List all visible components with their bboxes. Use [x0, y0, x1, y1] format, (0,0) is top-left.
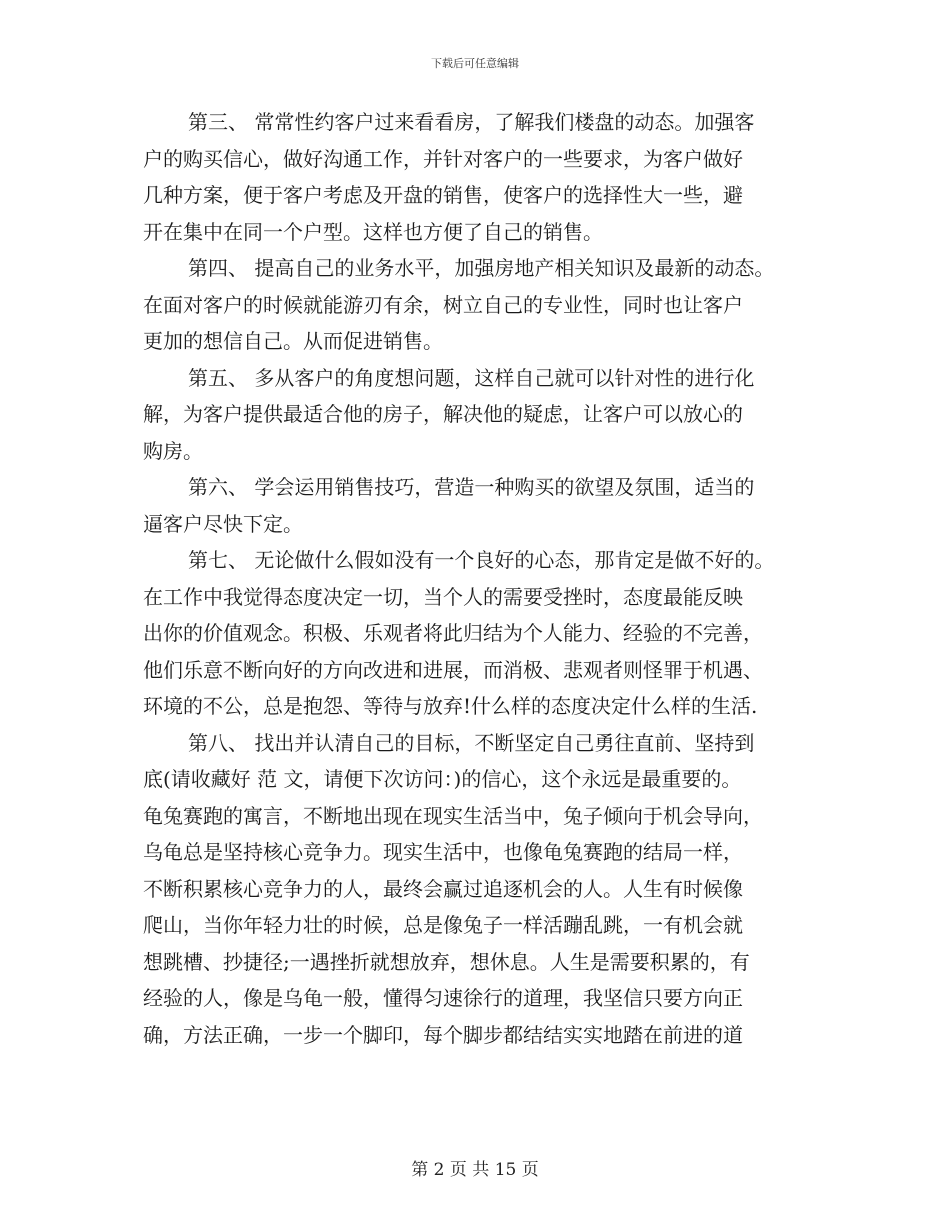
- paragraph-line: 第八、 找出并认清自己的目标，不断坚定自己勇往直前、坚持到: [188, 730, 755, 755]
- paragraph-line: 在工作中我觉得态度决定一切，当个人的需要受挫时，态度最能反映: [143, 584, 743, 609]
- page-header: 下载后可任意编辑: [431, 57, 519, 70]
- paragraph-line: 解，为客户提供最适合他的房子，解决他的疑虑，让客户可以放心的: [143, 402, 743, 426]
- paragraph-line: 不断积累核心竞争力的人，最终会赢过追逐机会的人。人生有时候像: [143, 876, 743, 901]
- paragraph-line: 第四、 提高自己的业务水平，加强房地产相关知识及最新的动态。: [188, 256, 775, 280]
- paragraph-line: 逼客户尽快下定。: [143, 511, 303, 536]
- paragraph-line: 经验的人，像是乌龟一般，懂得匀速徐行的道理，我坚信只要方向正: [143, 986, 743, 1010]
- paragraph-line: 确，方法正确，一步一个脚印，每个脚步都结结实实地踏在前进的道: [143, 1022, 743, 1047]
- paragraph-line: 出你的价值观念。积极、乐观者将此归结为个人能力、经验的不完善，: [143, 621, 763, 645]
- paragraph-line: 底(请收藏好 范 文，请便下次访问：)的信心，这个永远是最重要的。: [143, 767, 742, 791]
- paragraph-line: 乌龟总是坚持核心竞争力。现实生活中，也像龟兔赛跑的结局一样，: [143, 840, 743, 864]
- paragraph-line: 在面对客户的时候就能游刃有余，树立自己的专业性，同时也让客户: [143, 292, 743, 317]
- paragraph-line: 第三、 常常性约客户过来看看房，了解我们楼盘的动态。加强客: [188, 110, 755, 134]
- paragraph-line: 户的购买信心，做好沟通工作，并针对客户的一些要求，为客户做好: [143, 146, 743, 171]
- paragraph-line: 龟兔赛跑的寓言，不断地出现在现实生活当中，兔子倾向于机会导向，: [143, 803, 763, 828]
- paragraph-line: 更加的想信自己。从而促进销售。: [143, 329, 443, 353]
- paragraph-line: 第七、 无论做什么假如没有一个良好的心态，那肯定是做不好的。: [188, 548, 775, 572]
- document-body: [143, 104, 823, 1053]
- paragraph-line: 第五、 多从客户的角度想问题，这样自己就可以针对性的进行化: [188, 365, 755, 390]
- page-number-footer: 第 2 页 共 15 页: [411, 1160, 539, 1180]
- paragraph-line: 第六、 学会运用销售技巧，营造一种购买的欲望及氛围，适当的: [188, 475, 755, 499]
- paragraph-line: 环境的不公，总是抱怨、等待与放弃!什么样的态度决定什么样的生活.: [143, 694, 758, 718]
- paragraph-line: 开在集中在同一个户型。这样也方便了自己的销售。: [143, 219, 603, 244]
- paragraph-line: 他们乐意不断向好的方向改进和进展，而消极、悲观者则怪罪于机遇、: [143, 657, 763, 682]
- paragraph-line: 想跳槽、抄捷径;一遇挫折就想放弃，想休息。人生是需要积累的，有: [143, 949, 750, 974]
- paragraph-line: 购房。: [143, 438, 203, 463]
- paragraph-line: 几种方案，便于客户考虑及开盘的销售，使客户的选择性大一些，避: [143, 183, 743, 207]
- paragraph-line: 爬山，当你年轻力壮的时候，总是像兔子一样活蹦乱跳，一有机会就: [143, 913, 743, 937]
